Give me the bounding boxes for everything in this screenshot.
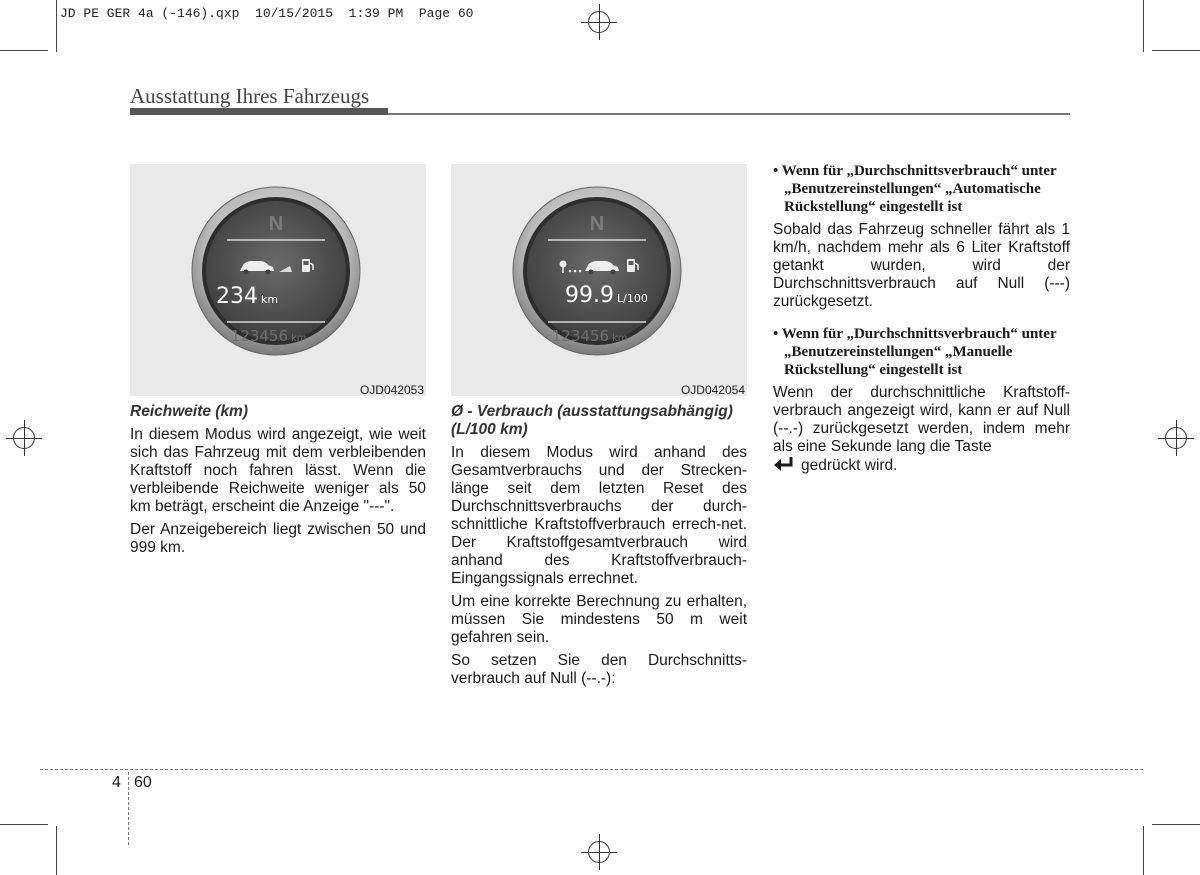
dotted-trail-icon — [569, 270, 582, 273]
crop-mark — [0, 824, 48, 825]
calculation-paragraph: Um eine korrekte Berechnung zu erhalten, müssen Sie mindestens 50 m weit gefahren sein. — [451, 593, 747, 646]
registration-mark-right — [1158, 420, 1194, 456]
print-slug: JD PE GER 4a (-146).qxp 10/15/2015 1:39 PM Page 60 — [60, 6, 474, 21]
consumption-heading: Ø - Verbrauch (ausstattungsabhängig) (L/100 km) — [451, 403, 733, 438]
chapter-number: 4 — [112, 774, 121, 791]
figure-range-display — [130, 164, 426, 396]
crop-mark — [56, 826, 57, 875]
crop-mark — [0, 50, 48, 51]
header-rule-accent — [130, 108, 388, 115]
manual-reset-text-end: gedrückt wird. — [801, 457, 898, 474]
registration-mark-top — [581, 4, 617, 40]
registration-mark-left — [6, 420, 42, 456]
automatic-reset-paragraph: Sobald das Fahrzeug schneller fährt als 1 km/h, nachdem mehr als 6 Liter Kraftstoff getankt wurden, wird der Durchschnittsverbrauch auf Null (---) zurückgesetzt. — [773, 221, 1070, 310]
bullet-manual-reset: • Wenn für „Durchschnittsverbrauch“ unter „Benutzereinstellungen“ „Manuelle Rückstellung“ eingestellt ist — [773, 326, 1057, 378]
range-unit: km — [261, 293, 279, 306]
gear-indicator: N — [589, 213, 605, 235]
range-value: 234 — [216, 284, 258, 309]
column-reset-options — [773, 162, 1070, 491]
page-number: 60 — [134, 774, 152, 791]
odometer-value: 123456 — [551, 327, 609, 345]
section-title: Ausstattung Ihres Fahrzeugs — [130, 84, 370, 108]
odometer-value: 123456 — [230, 327, 288, 345]
figure-code: OJD042054 — [680, 383, 745, 397]
cluster-gauge-illustration — [451, 164, 747, 396]
crop-mark — [1152, 824, 1200, 825]
figure-code: OJD042053 — [359, 383, 424, 397]
range-heading: Reichweite (km) — [130, 403, 249, 420]
consumption-unit: L/100 — [617, 292, 648, 305]
range-span-paragraph: Der Anzeigebereich liegt zwischen 50 und 999 km. — [130, 521, 426, 556]
crop-mark — [1143, 826, 1144, 875]
range-paragraph: In diesem Modus wird angezeigt, wie weit sich das Fahrzeug mit dem verbleibenden Kraftstoff noch fahren lässt. Wenn die verbleibende Reichweite weniger als 50 km beträgt, erscheint die Anzeige "---". — [130, 426, 426, 515]
gear-indicator: N — [268, 213, 284, 235]
reset-intro-paragraph: So setzen Sie den Durchschnitts-verbrauch auf Null (--.-): — [451, 652, 747, 687]
crop-mark — [1143, 0, 1144, 52]
cluster-gauge-illustration — [130, 164, 426, 396]
enter-key-icon — [773, 456, 795, 477]
bullet-automatic-reset: • Wenn für „Durchschnittsverbrauch“ unter „Benutzereinstellungen“ „Automatische Rückstellung“ eingestellt ist — [773, 163, 1057, 215]
consumption-paragraph: In diesem Modus wird anhand des Gesamtverbrauchs und der Strecken-länge seit dem letzten Reset des Durchschnittsverbrauchs der durch-schnittliche Kraftstoffverbrauch errech-net. Der Kraftstoffgesamtverbrauch wird anhand des Kraftstoffverbrauch-Eingangssignals errechnet. — [451, 444, 747, 587]
registration-mark-bottom — [581, 834, 617, 870]
odometer-unit: km — [291, 333, 307, 344]
footer-rule — [40, 769, 1143, 770]
crop-mark — [56, 0, 57, 52]
svg-text:234 — [216, 284, 258, 309]
column-average-consumption — [451, 403, 747, 693]
crop-mark — [1152, 50, 1200, 51]
figure-consumption-display — [451, 164, 747, 396]
manual-reset-paragraph — [773, 384, 1070, 477]
odometer-unit: km — [612, 333, 628, 344]
manual-reset-text: Wenn der durchschnittliche Kraftstoff-verbrauch angezeigt wird, kann er auf Null (--.-) zurückgesetzt werden, indem mehr als eine Sekunde lang die Taste — [773, 384, 1070, 455]
column-range — [130, 403, 426, 562]
footer-divider — [128, 772, 129, 845]
consumption-value: 99.9 — [565, 283, 614, 308]
